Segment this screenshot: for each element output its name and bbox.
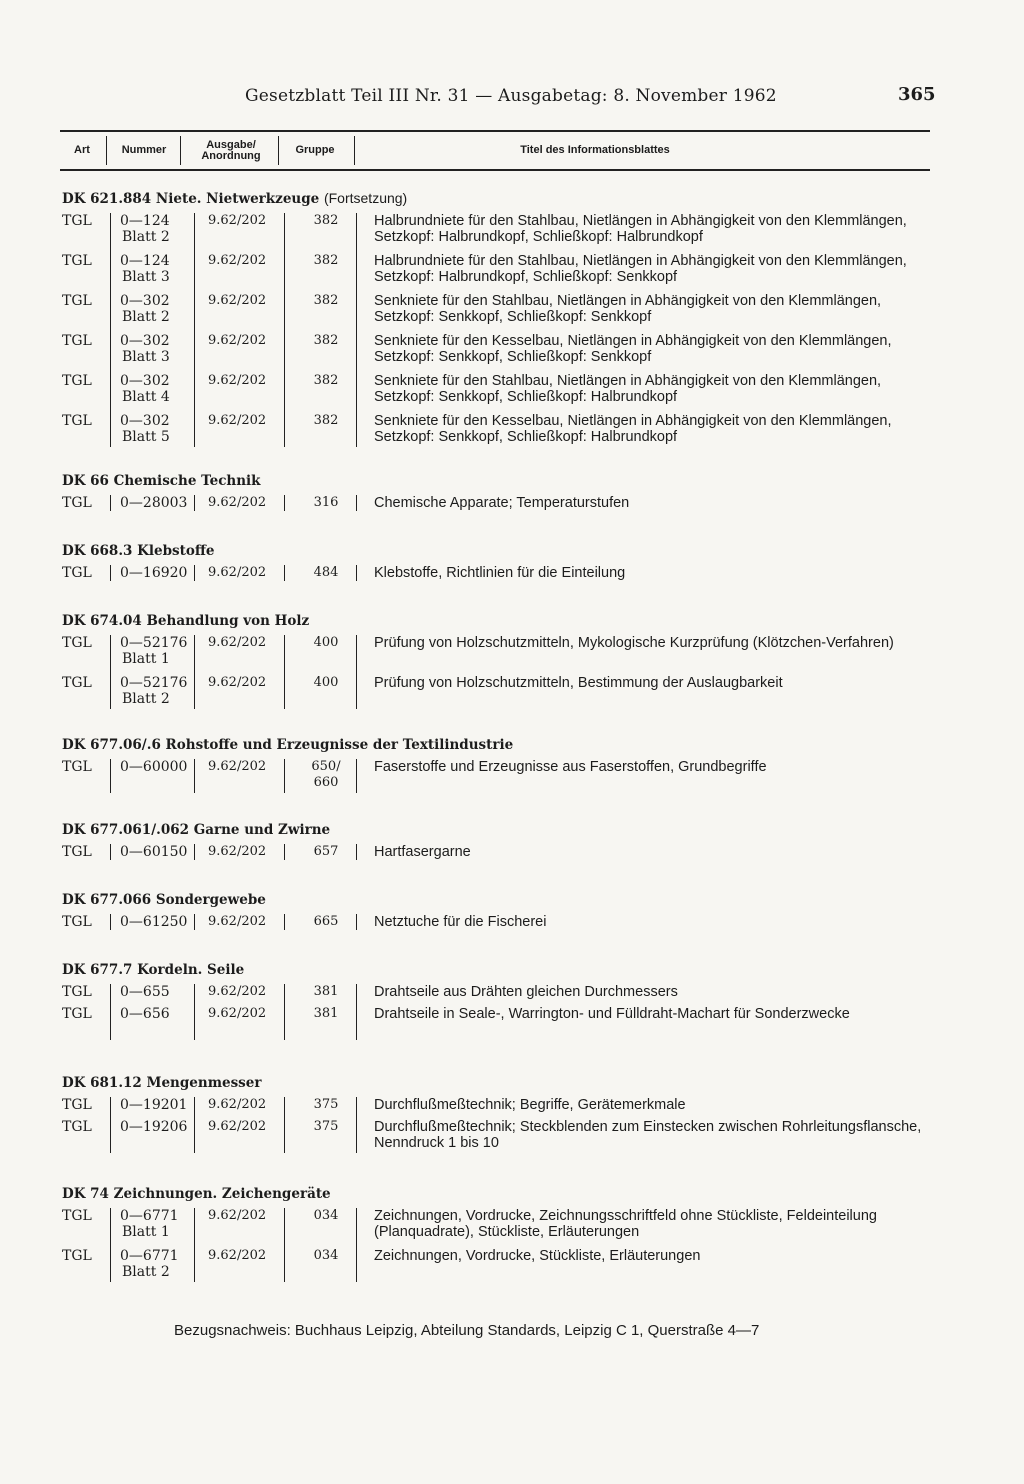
nummer-cell: [120, 635, 190, 667]
nummer-value: 0—124: [120, 213, 170, 229]
art-cell: TGL: [62, 495, 92, 511]
art-cell: TGL: [62, 759, 92, 775]
nummer-cell: [120, 1119, 190, 1135]
section-title-text: DK 677.7 Kordeln. Seile: [62, 962, 245, 978]
section-9: [62, 1186, 942, 1288]
section-title-text: DK 677.061/.062 Garne und Zwirne: [62, 822, 331, 838]
vbar-ausgabe: [194, 984, 195, 1040]
vbar-titel: [356, 1208, 357, 1282]
ausgabe-cell: 9.62/202: [208, 565, 267, 580]
section-title-text: DK 677.066 Sondergewebe: [62, 892, 266, 908]
nummer-cell: [120, 333, 190, 365]
section-3: [62, 613, 942, 715]
vbar-ausgabe: [194, 914, 195, 930]
vbar-ausgabe: [194, 565, 195, 581]
nummer-cell: [120, 1006, 190, 1022]
vbar-nummer: [110, 565, 111, 581]
ausgabe-cell: 9.62/202: [208, 1006, 267, 1021]
vbar-gruppe: [284, 1097, 285, 1153]
blatt-value: Blatt 4: [122, 389, 170, 405]
section-table: [62, 635, 942, 715]
vbar-titel: [356, 213, 357, 447]
column-gruppe: Gruppe: [295, 144, 335, 156]
ausgabe-cell: 9.62/202: [208, 1119, 267, 1134]
section-title-text: DK 681.12 Mengenmesser: [62, 1075, 262, 1091]
gruppe-cell: 316: [313, 495, 339, 510]
nummer-value: 0—28003: [120, 495, 188, 511]
vbar-nummer: [110, 844, 111, 860]
nummer-cell: [120, 373, 190, 405]
section-table: [62, 984, 942, 1046]
ausgabe-cell: 9.62/202: [208, 675, 267, 690]
ausgabe-cell: 9.62/202: [208, 495, 267, 510]
section-title-text: DK 677.06/.6 Rohstoffe und Erzeugnisse der Textilindustrie: [62, 737, 514, 753]
column-ausgabe: Ausgabe/ Anordnung: [201, 138, 261, 162]
blatt-value: Blatt 1: [122, 651, 170, 667]
section-table: [62, 759, 942, 799]
section-title: [62, 1186, 942, 1202]
gruppe-cell: 400: [313, 635, 339, 650]
vbar-titel: [356, 1097, 357, 1153]
nummer-value: 0—16920: [120, 565, 188, 581]
section-table: [62, 495, 942, 517]
page-number: 365: [898, 84, 936, 105]
gruppe-cell: 381: [313, 1006, 339, 1021]
nummer-cell: [120, 675, 190, 707]
nummer-value: 0—302: [120, 293, 170, 309]
section-5: [62, 822, 942, 866]
art-cell: TGL: [62, 675, 92, 691]
ausgabe-cell: 9.62/202: [208, 914, 267, 929]
gruppe-cell: 382: [313, 333, 339, 348]
vbar-nummer: [110, 495, 111, 511]
titel-cell: Durchflußmeßtechnik; Steckblenden zum Einstecken zwischen Rohrleitungsflansche, Nenndruck 1 bis 10: [374, 1119, 922, 1151]
section-title: [62, 962, 942, 978]
vbar-ausgabe: [194, 1208, 195, 1282]
vbar-gruppe: [284, 635, 285, 709]
section-4: [62, 737, 942, 799]
gruppe-cell: 375: [313, 1119, 339, 1134]
column-art: Art: [74, 144, 90, 156]
titel-cell: Drahtseile aus Drähten gleichen Durchmessers: [374, 984, 678, 1000]
gruppe-cell: 034: [313, 1248, 339, 1263]
vbar-ausgabe: [194, 844, 195, 860]
nummer-value: 0—60150: [120, 844, 188, 860]
section-title: [62, 473, 942, 489]
nummer-value: 0—61250: [120, 914, 188, 930]
vbar-titel: [356, 759, 357, 793]
titel-cell: Halbrundniete für den Stahlbau, Nietlängen in Abhängigkeit von den Klemmlängen, Setzkopf: Halbrundkopf, Schließkopf: Halbrundkopf: [374, 213, 907, 245]
nummer-cell: [120, 213, 190, 245]
column-header-row: [60, 130, 930, 171]
nummer-cell: [120, 253, 190, 285]
vbar-titel: [356, 844, 357, 860]
footer-bezugsnachweis: Bezugsnachweis: Buchhaus Leipzig, Abteilung Standards, Leipzig C 1, Querstraße 4—7: [174, 1322, 760, 1339]
section-table: [62, 1208, 942, 1288]
nummer-cell: [120, 1248, 190, 1280]
titel-cell: Zeichnungen, Vordrucke, Zeichnungsschriftfeld ohne Stückliste, Feldeinteilung (Planquadrate), Stückliste, Erläuterungen: [374, 1208, 877, 1240]
nummer-value: 0—655: [120, 984, 170, 1000]
nummer-value: 0—302: [120, 333, 170, 349]
section-table: [62, 565, 942, 587]
nummer-cell: [120, 1097, 190, 1113]
gruppe-cell: 034: [313, 1208, 339, 1223]
section-title: [62, 613, 942, 629]
section-table: [62, 1097, 942, 1159]
vbar-titel: [356, 495, 357, 511]
vbar-gruppe: [284, 914, 285, 930]
titel-cell: Prüfung von Holzschutzmitteln, Mykologische Kurzprüfung (Klötzchen-Verfahren): [374, 635, 894, 651]
nummer-value: 0—656: [120, 1006, 170, 1022]
section-0: [62, 190, 942, 453]
section-title: [62, 190, 942, 207]
ausgabe-cell: 9.62/202: [208, 293, 267, 308]
vbar-ausgabe: [194, 1097, 195, 1153]
ausgabe-cell: 9.62/202: [208, 844, 267, 859]
blatt-value: Blatt 2: [122, 1264, 170, 1280]
titel-cell: Netztuche für die Fischerei: [374, 914, 547, 930]
vbar-nummer: [110, 1097, 111, 1153]
ausgabe-cell: 9.62/202: [208, 1248, 267, 1263]
nummer-cell: [120, 1208, 190, 1240]
section-6: [62, 892, 942, 936]
vbar-titel: [356, 635, 357, 709]
gruppe-cell: 375: [313, 1097, 339, 1112]
vbar-gruppe: [284, 213, 285, 447]
titel-cell: Senkniete für den Stahlbau, Nietlängen in Abhängigkeit von den Klemmlängen, Setzkopf: Senkkopf, Schließkopf: Senkkopf: [374, 293, 882, 325]
section-title: [62, 1075, 942, 1091]
titel-cell: Senkniete für den Kesselbau, Nietlängen in Abhängigkeit von den Klemmlängen, Setzkopf: Senkkopf, Schließkopf: Halbrundkopf: [374, 413, 892, 445]
column-titel: Titel des Informationsblattes: [520, 144, 670, 156]
nummer-value: 0—124: [120, 253, 170, 269]
titel-cell: Klebstoffe, Richtlinien für die Einteilung: [374, 565, 626, 581]
ausgabe-cell: 9.62/202: [208, 413, 267, 428]
section-title: [62, 737, 942, 753]
blatt-value: Blatt 1: [122, 1224, 170, 1240]
vbar-titel: [356, 565, 357, 581]
gruppe-cell: 400: [313, 675, 339, 690]
art-cell: TGL: [62, 844, 92, 860]
gruppe-cell: 382: [313, 213, 339, 228]
section-title: [62, 822, 942, 838]
section-title-text: DK 668.3 Klebstoffe: [62, 543, 215, 559]
art-cell: TGL: [62, 253, 92, 269]
section-table: [62, 914, 942, 936]
gruppe-cell: 657: [313, 844, 339, 859]
nummer-cell: [120, 914, 190, 930]
blatt-value: Blatt 5: [122, 429, 170, 445]
vbar-nummer: [110, 759, 111, 793]
art-cell: TGL: [62, 413, 92, 429]
vbar-nummer: [110, 1208, 111, 1282]
section-title-text: DK 621.884 Niete. Nietwerkzeuge: [62, 191, 320, 207]
gruppe-cell: 650/ 660: [311, 759, 341, 790]
titel-cell: Zeichnungen, Vordrucke, Stückliste, Erläuterungen: [374, 1248, 701, 1264]
gruppe-cell: 382: [313, 373, 339, 388]
ausgabe-cell: 9.62/202: [208, 373, 267, 388]
vbar-nummer: [110, 213, 111, 447]
header-title: Gesetzblatt Teil III Nr. 31 — Ausgabetag: 8. November 1962: [245, 86, 777, 106]
ausgabe-cell: 9.62/202: [208, 1097, 267, 1112]
nummer-cell: [120, 293, 190, 325]
nummer-value: 0—6771: [120, 1208, 179, 1224]
ausgabe-cell: 9.62/202: [208, 333, 267, 348]
vbar-gruppe: [284, 984, 285, 1040]
nummer-cell: [120, 495, 190, 511]
art-cell: TGL: [62, 1208, 92, 1224]
ausgabe-cell: 9.62/202: [208, 635, 267, 650]
vbar-nummer: [110, 914, 111, 930]
art-cell: TGL: [62, 565, 92, 581]
vbar-gruppe: [284, 844, 285, 860]
gruppe-cell: 665: [313, 914, 339, 929]
gruppe-cell: 382: [313, 413, 339, 428]
section-2: [62, 543, 942, 587]
titel-cell: Chemische Apparate; Temperaturstufen: [374, 495, 630, 511]
ausgabe-cell: 9.62/202: [208, 759, 267, 774]
section-title: [62, 543, 942, 559]
nummer-cell: [120, 413, 190, 445]
nummer-value: 0—302: [120, 413, 170, 429]
section-7: [62, 962, 942, 1046]
titel-cell: Senkniete für den Stahlbau, Nietlängen in Abhängigkeit von den Klemmlängen, Setzkopf: Senkkopf, Schließkopf: Halbrundkopf: [374, 373, 882, 405]
art-cell: TGL: [62, 1006, 92, 1022]
blatt-value: Blatt 3: [122, 269, 170, 285]
section-title-text: DK 74 Zeichnungen. Zeichengeräte: [62, 1186, 331, 1202]
nummer-value: 0—6771: [120, 1248, 179, 1264]
ausgabe-cell: 9.62/202: [208, 1208, 267, 1223]
art-cell: TGL: [62, 984, 92, 1000]
art-cell: TGL: [62, 635, 92, 651]
section-8: [62, 1075, 942, 1159]
vbar-titel: [356, 914, 357, 930]
titel-cell: Senkniete für den Kesselbau, Nietlängen in Abhängigkeit von den Klemmlängen, Setzkopf: Senkkopf, Schließkopf: Senkkopf: [374, 333, 892, 365]
art-cell: TGL: [62, 373, 92, 389]
column-nummer: Nummer: [121, 144, 167, 156]
vbar-nummer: [110, 635, 111, 709]
art-cell: TGL: [62, 1248, 92, 1264]
vbar-nummer: [110, 984, 111, 1040]
nummer-cell: [120, 759, 190, 775]
art-cell: TGL: [62, 213, 92, 229]
gruppe-cell: 484: [313, 565, 339, 580]
art-cell: TGL: [62, 914, 92, 930]
vbar-ausgabe: [194, 635, 195, 709]
section-1: [62, 473, 942, 517]
vbar-titel: [356, 984, 357, 1040]
blatt-value: Blatt 3: [122, 349, 170, 365]
blatt-value: Blatt 2: [122, 309, 170, 325]
nummer-cell: [120, 565, 190, 581]
titel-cell: Prüfung von Holzschutzmitteln, Bestimmung der Auslaugbarkeit: [374, 675, 783, 691]
art-cell: TGL: [62, 293, 92, 309]
titel-cell: Drahtseile in Seale-, Warrington- und Fülldraht-Machart für Sonderzwecke: [374, 1006, 850, 1022]
blatt-value: Blatt 2: [122, 691, 170, 707]
gruppe-cell: 381: [313, 984, 339, 999]
section-table: [62, 844, 942, 866]
nummer-cell: [120, 844, 190, 860]
art-cell: TGL: [62, 1119, 92, 1135]
blatt-value: Blatt 2: [122, 229, 170, 245]
nummer-value: 0—19201: [120, 1097, 188, 1113]
section-table: [62, 213, 942, 453]
nummer-value: 0—19206: [120, 1119, 188, 1135]
gruppe-cell: 382: [313, 293, 339, 308]
vbar-gruppe: [284, 495, 285, 511]
vbar-ausgabe: [194, 495, 195, 511]
ausgabe-cell: 9.62/202: [208, 213, 267, 228]
titel-cell: Faserstoffe und Erzeugnisse aus Faserstoffen, Grundbegriffe: [374, 759, 767, 775]
titel-cell: Halbrundniete für den Stahlbau, Nietlängen in Abhängigkeit von den Klemmlängen, Setzkopf: Halbrundkopf, Schließkopf: Senkkopf: [374, 253, 907, 285]
titel-cell: Durchflußmeßtechnik; Begriffe, Gerätemerkmale: [374, 1097, 686, 1113]
nummer-value: 0—52176: [120, 675, 188, 691]
nummer-cell: [120, 984, 190, 1000]
gruppe-cell: 382: [313, 253, 339, 268]
titel-cell: Hartfasergarne: [374, 844, 471, 860]
nummer-value: 0—52176: [120, 635, 188, 651]
art-cell: TGL: [62, 333, 92, 349]
nummer-value: 0—60000: [120, 759, 188, 775]
vbar-gruppe: [284, 759, 285, 793]
nummer-value: 0—302: [120, 373, 170, 389]
section-title-suffix: (Fortsetzung): [323, 190, 408, 206]
ausgabe-cell: 9.62/202: [208, 253, 267, 268]
art-cell: TGL: [62, 1097, 92, 1113]
section-title-text: DK 674.04 Behandlung von Holz: [62, 613, 310, 629]
vbar-ausgabe: [194, 759, 195, 793]
vbar-gruppe: [284, 1208, 285, 1282]
vbar-gruppe: [284, 565, 285, 581]
section-title-text: DK 66 Chemische Technik: [62, 473, 261, 489]
vbar-ausgabe: [194, 213, 195, 447]
ausgabe-cell: 9.62/202: [208, 984, 267, 999]
section-title: [62, 892, 942, 908]
